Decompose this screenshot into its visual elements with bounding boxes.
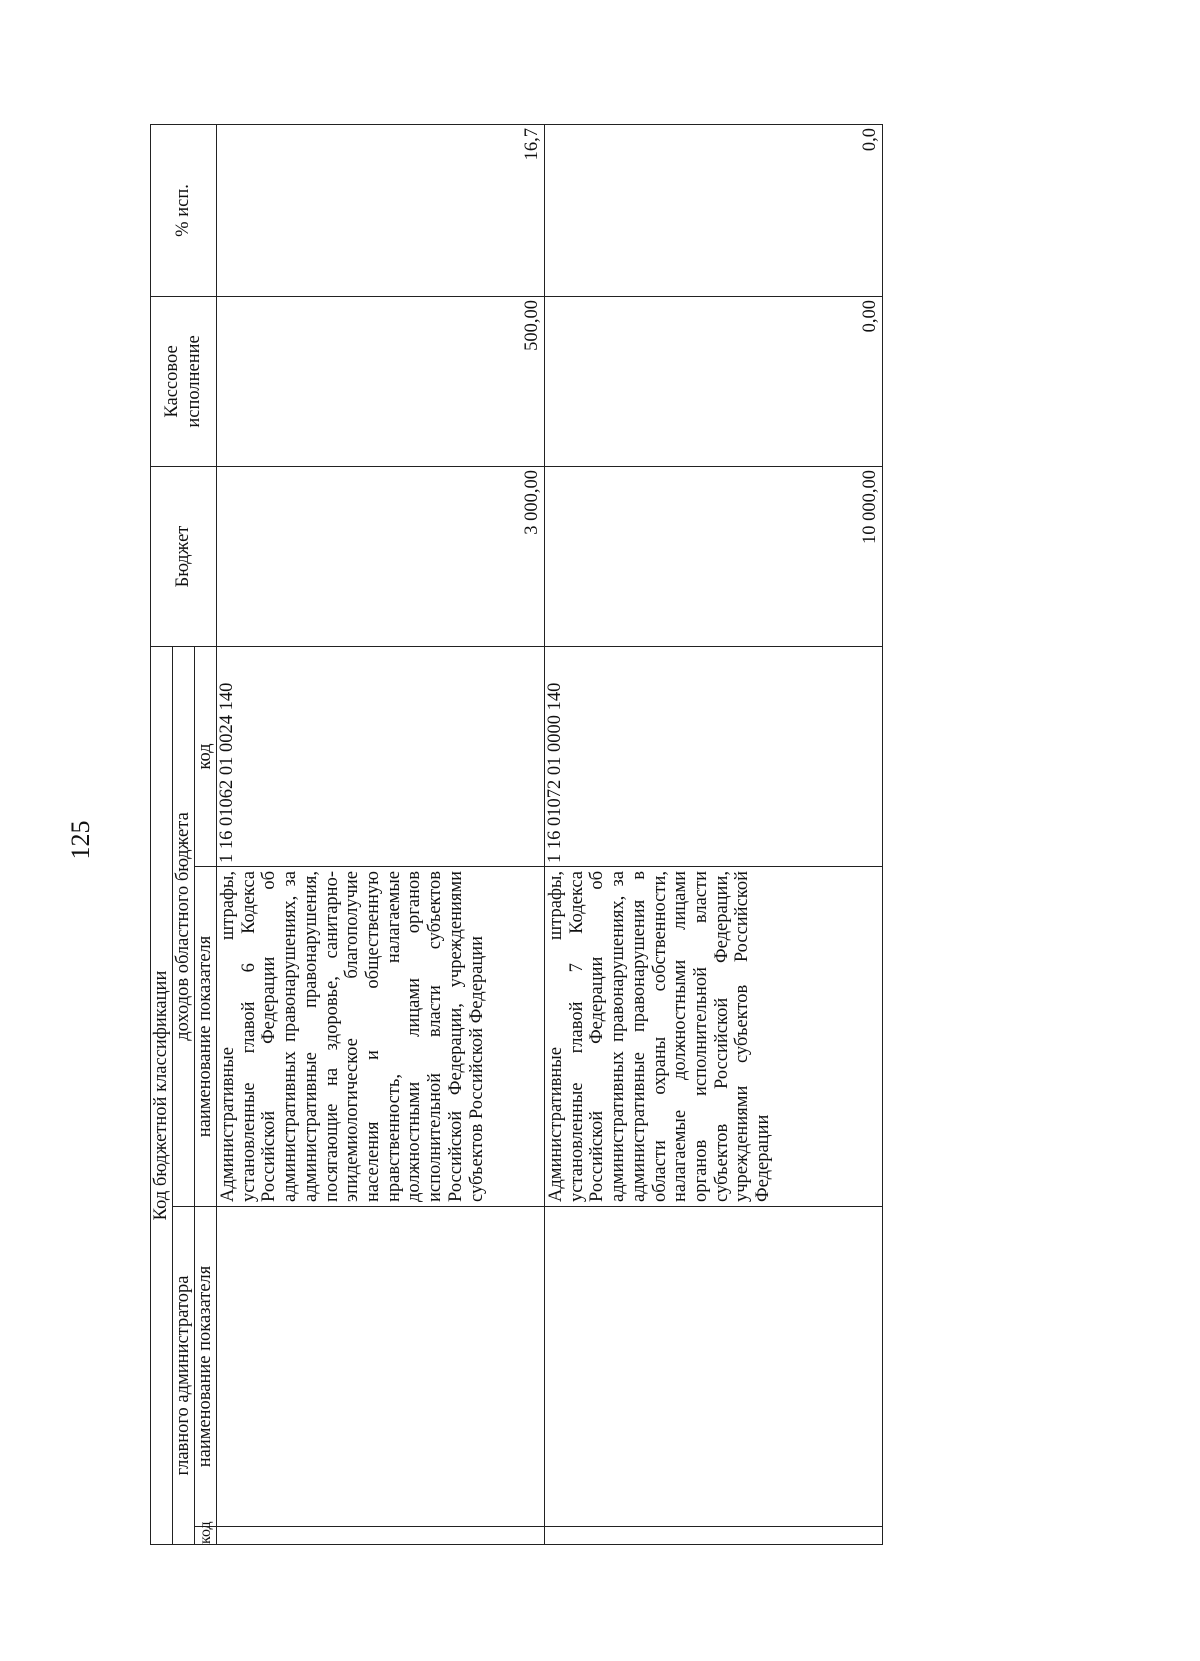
income-code-cell: 1 16 01072 01 0000 140 bbox=[545, 646, 883, 866]
table-row bbox=[545, 124, 883, 1544]
budget-table-container bbox=[150, 125, 883, 1545]
cash-execution-cell: 0,00 bbox=[545, 296, 883, 466]
income-code-header: код bbox=[195, 646, 217, 866]
percent-header: % исп. bbox=[151, 124, 217, 296]
regional-income-header: доходов областного бюджета bbox=[173, 646, 195, 1206]
indicator-name-cell: Административные штрафы, установленные главой 6 Кодекса Российской Федерации об административных правонарушениях, за административные правонарушения, посягающие на здоровье, санитарно-эпидемиологическое благополучие населения и общественную нравственность, налагаемые должностными лицами органов исполнительной власти субъектов Российской Федерации, учреждениями субъектов Российской Федерации bbox=[217, 867, 545, 1207]
indicator-name-cell: Административные штрафы, установленные главой 7 Кодекса Российской Федерации об административных правонарушениях, за административные правонарушения в области охраны собственности, налагаемые должностными лицами органов исполнительной власти субъектов Российской Федерации, учреждениями субъектов Российской Федерации bbox=[545, 867, 883, 1207]
percent-cell: 0,0 bbox=[545, 124, 883, 296]
percent-cell: 16,7 bbox=[217, 124, 545, 296]
cash-execution-cell: 500,00 bbox=[217, 296, 545, 466]
budget-execution-table bbox=[150, 124, 883, 1545]
classification-header: Код бюджетной классификации bbox=[151, 646, 173, 1544]
admin-name-cell bbox=[217, 1207, 545, 1527]
rotated-page bbox=[60, 105, 890, 1575]
table-row bbox=[217, 124, 545, 1544]
admin-code-cell bbox=[217, 1527, 545, 1545]
cash-execution-header: Кассовое исполнение bbox=[151, 296, 217, 466]
admin-indicator-name-header: наименование показателя bbox=[195, 1207, 217, 1527]
admin-name-cell bbox=[545, 1207, 883, 1527]
admin-code-cell bbox=[545, 1527, 883, 1545]
page-number: 125 bbox=[66, 820, 95, 860]
income-indicator-name-header: наименование показателя bbox=[195, 867, 217, 1207]
budget-cell: 3 000,00 bbox=[217, 466, 545, 646]
budget-cell: 10 000,00 bbox=[545, 466, 883, 646]
budget-header: Бюджет bbox=[151, 466, 217, 646]
chief-admin-header: главного администратора bbox=[173, 1207, 195, 1545]
income-code-cell: 1 16 01062 01 0024 140 bbox=[217, 646, 545, 866]
admin-code-header: код bbox=[195, 1527, 217, 1545]
